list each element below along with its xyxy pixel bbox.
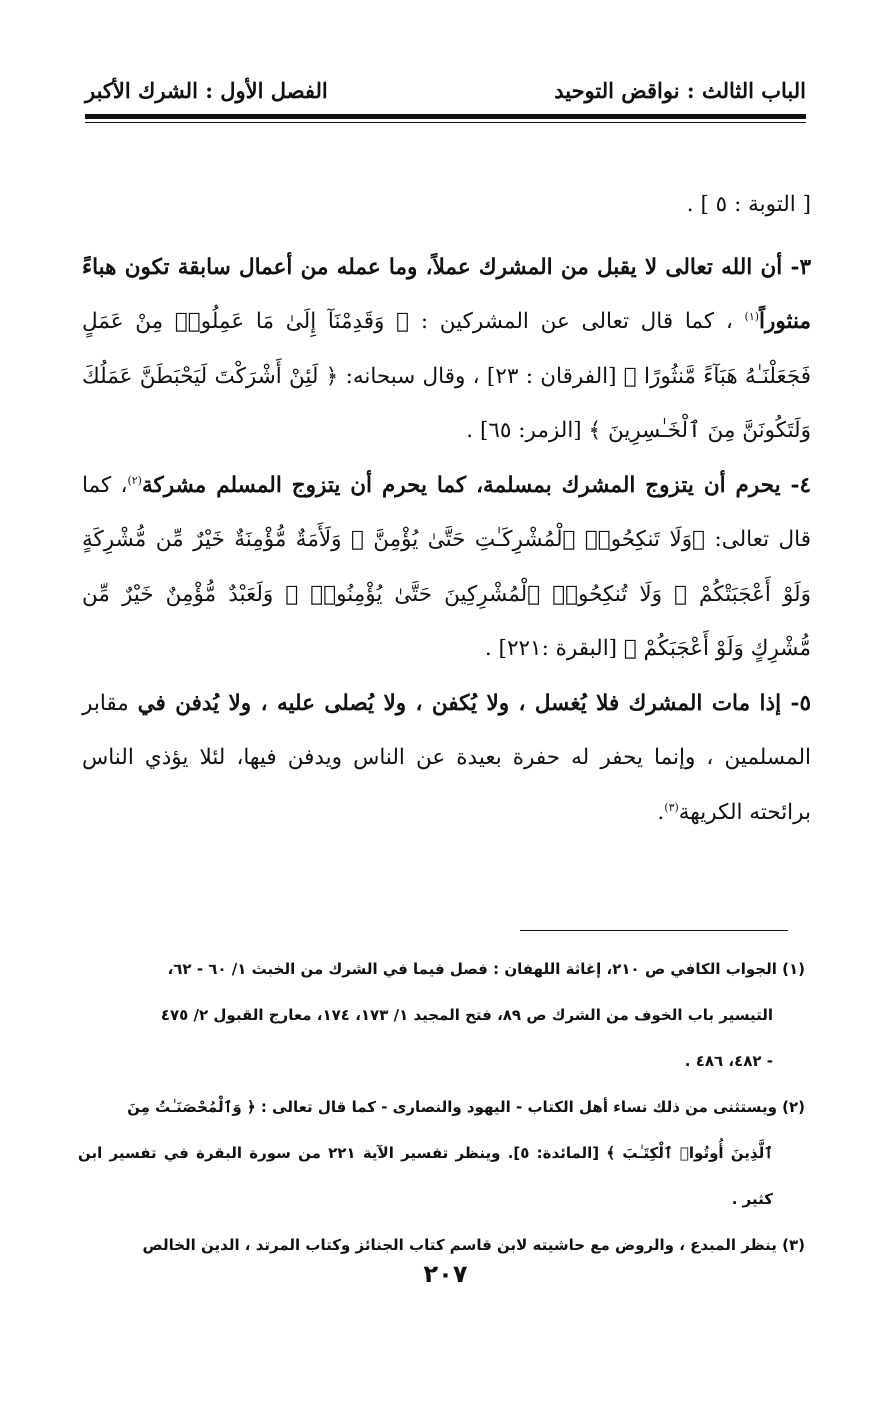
footnote-marker-2: (٢) (127, 473, 142, 487)
section-title: الفصل الأول : الشرك الأكبر (85, 77, 328, 103)
running-header (85, 70, 806, 110)
footnote-1-line-3: - ٤٨٢، ٤٨٦ . (684, 1052, 773, 1070)
footnote-3-line-1: (٣) ينظر المبدع ، والروض مع حاشيته لابن قاسم كتاب الجنائز وكتاب المرتد ، الدين الخالص (142, 1236, 805, 1254)
point-4-text: ، كما قال تعالى: (82, 472, 811, 552)
ref-zumar: [الزمر: ٦٥] . (466, 418, 582, 443)
footnote-marker-3: (٣) (664, 800, 679, 814)
footnotes (78, 946, 805, 1268)
point-3-heading: ٣- أن الله تعالى لا يقبل من المشرك عملاً، وما عمله من أعمال سابقة تكون هباءً منثوراً (82, 254, 811, 334)
header-rule-thick (85, 114, 806, 119)
point-5-heading: ٥- إذا مات المشرك فلا يُغسل ، ولا يُكفن ، ولا يُصلى عليه ، ولا يُدفن في (137, 690, 811, 716)
point-5-text: مقابر المسلمين ، وإنما يحفر له حفرة بعيدة عن الناس ويدفن فيها، لئلا يؤذي الناس برائحته الكريهة (82, 690, 811, 825)
point-5 (82, 677, 811, 841)
quran-verse-baqara: ﴿وَلَا تَنكِحُوا۟ ٱلْمُشْرِكَـٰتِ حَتَّىٰ يُؤْمِنَّ ۚ وَلَأَمَةٌ مُّؤْمِنَةٌ خَيْرٌ مِّن مُّشْرِكَةٍ وَلَوْ أَعْجَبَتْكُمْ ۗ وَلَا تُنكِحُوا۟ ٱلْمُشْرِكِينَ حَتَّىٰ يُؤْمِنُوا۟ ۚ وَلَعَبْدٌ مُّؤْمِنٌ خَيْرٌ مِّن مُّشْرِكٍ وَلَوْ أَعْجَبَكُمْ ﴾ (82, 527, 811, 661)
footnote-separator (520, 930, 788, 931)
main-text (82, 178, 811, 840)
point-4-heading: ٤- يحرم أن يتزوج المشرك بمسلمة، كما يحرم أن يتزوج المسلم مشركة (141, 472, 811, 498)
point-3-text: ، كما قال تعالى عن المشركين : (420, 309, 733, 334)
quran-verse-furqan: ﴿ وَقَدِمْنَآ إِلَىٰ مَا عَمِلُوا۟ مِنْ عَمَلٍ فَجَعَلْنَـٰهُ هَبَآءً مَّنثُورًا ﴾ (82, 309, 811, 389)
footnote-1-line-1: (١) الجواب الكافي ص ٢١٠، إغاثة اللهفان : فصل فيما في الشرك من الخبث ١/ ٦٠ - ٦٢، (167, 960, 805, 978)
page-number: ٢٠٧ (423, 1260, 468, 1288)
footnote-2-line-2: ٱلَّذِينَ أُوتُوا۟ ٱلْكِتَـٰبَ ﴾ [المائدة: ٥]. وينظر تفسير الآية ٢٢١ من سورة البقرة في تفسير ابن كثير . (78, 1144, 774, 1208)
point-3 (82, 241, 811, 459)
point-5-end: . (657, 799, 665, 825)
chapter-title: الباب الثالث : نواقض التوحيد (554, 77, 806, 103)
point-4 (82, 459, 811, 677)
quran-verse-zumar: ﴿ لَئِنْ أَشْرَكْتَ لَيَحْبَطَنَّ عَمَلُكَ وَلَتَكُونَنَّ مِنَ ٱلْخَـٰسِرِينَ ﴾ (82, 363, 811, 443)
verse-reference: [ التوبة : ٥ ] . (686, 192, 811, 217)
footnote-marker-1: (١) (744, 309, 760, 323)
header-rule-thin (85, 122, 806, 123)
ref-baqara: [البقرة :٢٢١] . (484, 636, 618, 661)
footnote-2-line-1: (٢) ويستثنى من ذلك نساء أهل الكتاب - اليهود والنصارى - كما قال تعالى : ﴿ وَٱلْمُحْصَنَـٰتُ مِنَ (127, 1098, 805, 1116)
footnote-1-line-2: التيسير باب الخوف من الشرك ص ٨٩، فتح المجيد ١/ ١٧٣، ١٧٤، معارج القبول ٢/ ٤٧٥ (160, 1006, 773, 1024)
ref-furqan: [الفرقان : ٢٣] ، وقال سبحانه: (345, 363, 617, 389)
